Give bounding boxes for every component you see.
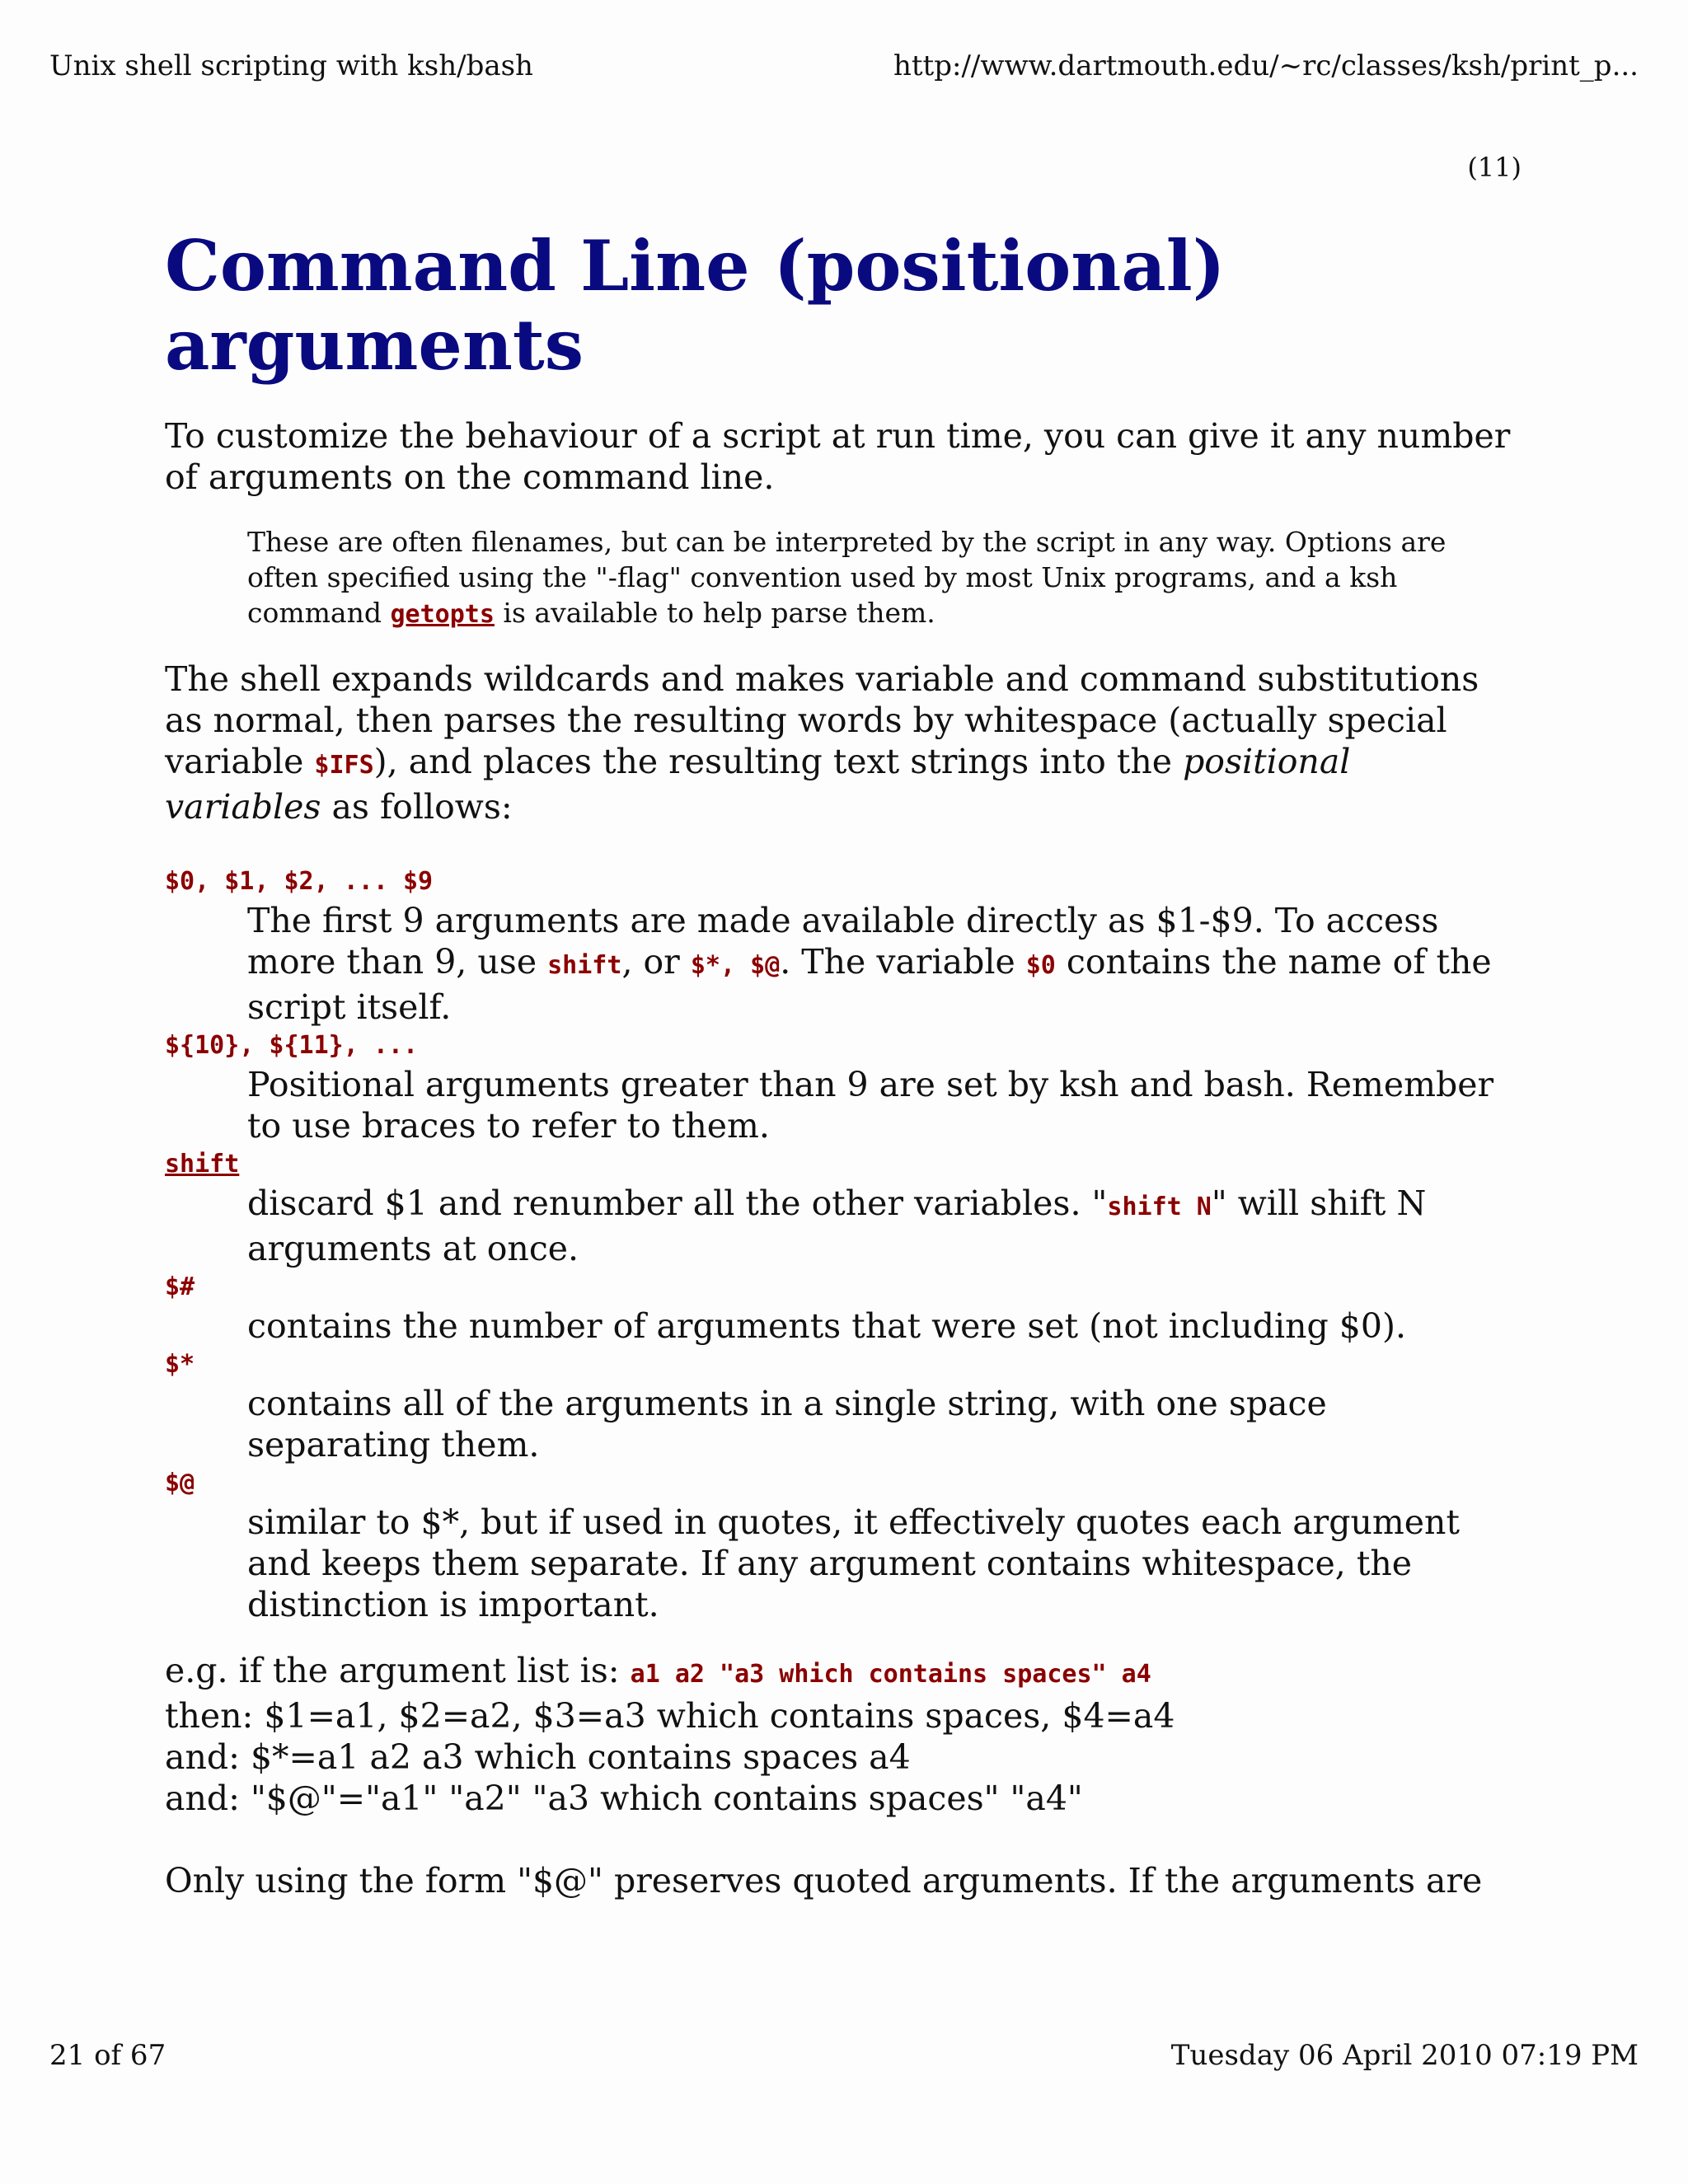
def-desc-positional: The first 9 arguments are made available directly as $1-$9. To access more than 9, use shift, or $*, $@. The variable $0 contains the name of the script itself. <box>247 901 1492 1027</box>
print-timestamp: Tuesday 06 April 2010 07:19 PM <box>1170 2039 1639 2072</box>
example-line-4: and: "$@"="a1" "a2" "a3 which contains spaces" "a4" <box>165 1779 1083 1818</box>
page-title: Command Line (positional) arguments <box>165 225 1226 386</box>
def-desc-star: contains all of the arguments in a single string, with one space separating them. <box>247 1384 1327 1465</box>
print-header-title: Unix shell scripting with ksh/bash <box>49 49 533 82</box>
ifs-code: $IFS <box>314 751 374 780</box>
print-header-url: http://www.dartmouth.edu/~rc/classes/ksh/print_p... <box>893 49 1639 82</box>
expansion-paragraph: The shell expands wildcards and makes variable and command substitutions as normal, then parses the resulting words by whitespace (actually special variable $IFS), and places the resulting text strings into the positional variables as follows: <box>165 659 1479 827</box>
section-number: (11) <box>1467 152 1522 183</box>
def-term-shift-link[interactable]: shift <box>165 1150 240 1179</box>
example-line-2: then: $1=a1, $2=a2, $3=a3 which contains spaces, $4=a4 <box>165 1696 1175 1736</box>
def-term-count: $# <box>165 1272 195 1301</box>
def-term-at: $@ <box>165 1469 195 1497</box>
getopts-link[interactable]: getopts <box>390 600 495 629</box>
page-counter: 21 of 67 <box>49 2039 166 2072</box>
positional-variables-term: positional variables <box>165 742 1351 827</box>
example-line-3: and: $*=a1 a2 a3 which contains spaces a4 <box>165 1737 911 1777</box>
def-term-braces: ${10}, ${11}, ... <box>165 1031 419 1060</box>
example-block <box>165 1650 1517 1819</box>
main-content <box>165 227 1517 1901</box>
example-line-1: e.g. if the argument list is: a1 a2 "a3 which contains spaces" a4 <box>165 1651 1151 1690</box>
note-paragraph: These are often filenames, but can be interpreted by the script in any way. Options are often specified using the "-flag" convention used by most Unix programs, and a ksh command getopts is available to help parse them. <box>247 526 1447 629</box>
def-term-positional: $0, $1, $2, ... $9 <box>165 867 434 896</box>
def-desc-at: similar to $*, but if used in quotes, it effectively quotes each argument and keeps them separate. If any argument contains whitespace, the distinction is important. <box>247 1502 1460 1624</box>
closing-paragraph: Only using the form "$@" preserves quoted arguments. If the arguments are <box>165 1861 1483 1900</box>
definition-list <box>165 864 1517 1625</box>
def-term-star: $* <box>165 1350 195 1379</box>
intro-paragraph: To customize the behaviour of a script at run time, you can give it any number of arguments on the command line. <box>165 416 1511 497</box>
def-desc-braces: Positional arguments greater than 9 are set by ksh and bash. Remember to use braces to refer to them. <box>247 1065 1494 1146</box>
def-desc-count: contains the number of arguments that were set (not including $0). <box>247 1306 1406 1346</box>
def-desc-shift: discard $1 and renumber all the other variables. "shift N" will shift N arguments at once. <box>247 1183 1427 1268</box>
